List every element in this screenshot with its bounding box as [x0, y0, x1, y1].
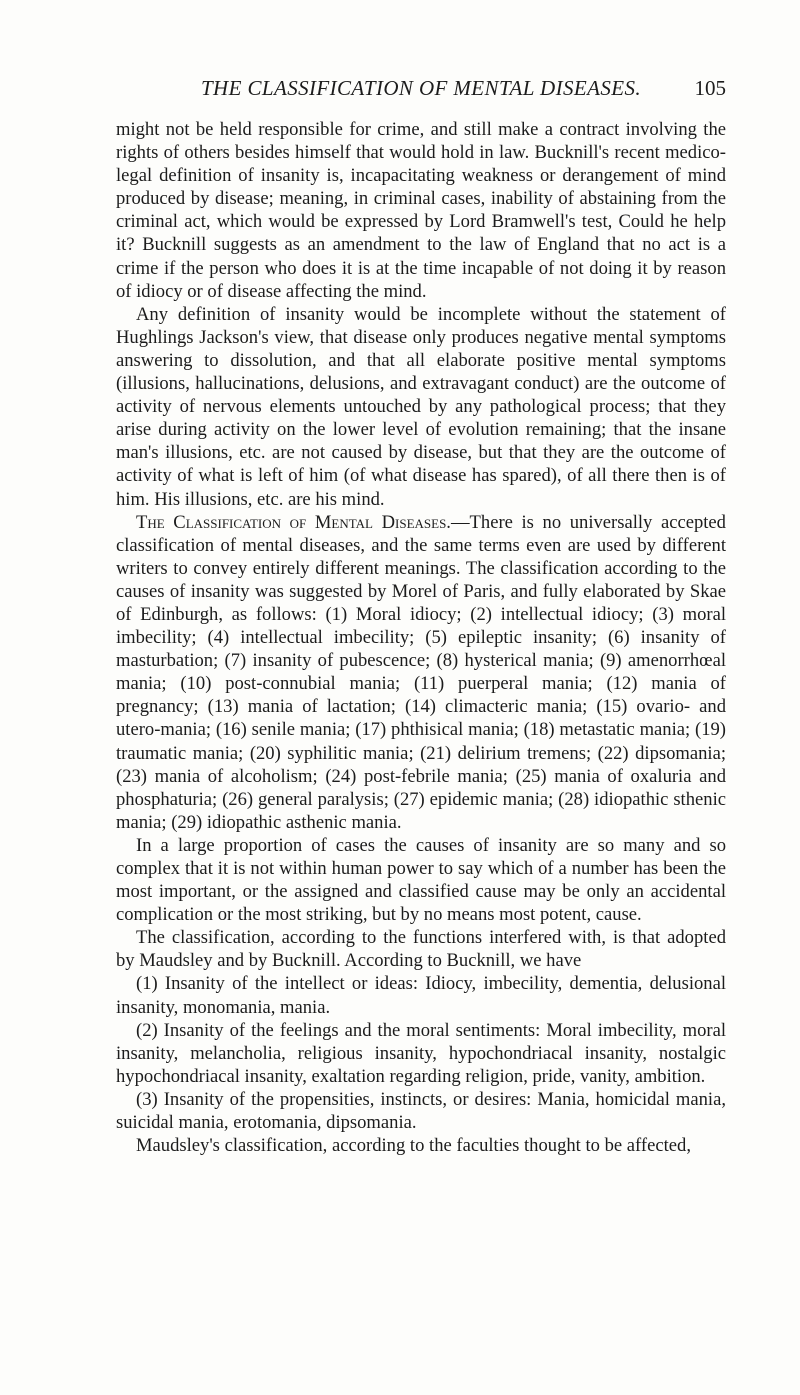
section-heading: The Classification of Mental Diseases. — [136, 511, 451, 533]
body-text — [116, 118, 726, 1157]
list-item: (2) Insanity of the feelings and the moral sentiments: Moral imbecility, moral insanity, melancholia, religious insanity, hypochondriacal insanity, nostalgic hypochondriacal insanity, exaltation regarding religion, pride, vanity, ambition. — [116, 1019, 726, 1087]
list-item: (3) Insanity of the propensities, instincts, or desires: Mania, homicidal mania, suicidal mania, erotomania, dipsomania. — [116, 1088, 726, 1134]
paragraph-functions: The classification, according to the functions interfered with, is that adopted by Maudsley and by Bucknill. According to Bucknill, we have — [116, 927, 726, 972]
paragraph-jackson-view: Any definition of insanity would be incomplete without the statement of Hughlings Jackson's view, that disease only produces negative mental symptoms answering to dissolution, and that all elaborate positive mental symptoms (illusions, hallucinations, delusions, and extravagant conduct) are the outcome of activity of nervous elements untouched by any pathological process; that they arise during activity on the lower level of evolution remaining; that the insane man's illusions, etc. are not caused by disease, but that they are the outcome of activity of what is left of him (of what disease has spared), of all there then is of him. His illusions, etc. are his mind. — [116, 303, 726, 510]
paragraph-classification-text: —There is no universally accepted classification of mental diseases, and the same terms even are used by different writers to convey entirely different meanings. The classification according to the causes of insanity was suggested by Morel of Paris, and fully elaborated by Skae of Edinburgh, as follows: (1) Moral idiocy; (2) intellectual idiocy; (3) moral imbecility; (4) intellectual imbecility; (5) epileptic insanity; (6) insanity of masturbation; (7) insanity of pubescence; (8) hysterical mania; (9) amenorrhœal mania; (10) post-connubial mania; (11) puerperal mania; (12) mania of pregnancy; (13) mania of lactation; (14) climacteric mania; (15) ovario- and utero-mania; (16) senile mania; (17) phthisical mania; (18) metastatic mania; (19) traumatic mania; (20) syphilitic mania; (21) delirium tremens; (22) dipsomania; (23) mania of alcoholism; (24) post-febrile mania; (25) mania of oxaluria and phosphaturia; (26) general paralysis; (27) epidemic mania; (28) idiopathic sthenic mania; (29) idiopathic asthenic mania. — [116, 511, 726, 833]
paragraph-maudsley: Maudsley's classification, according to the faculties thought to be affected, — [136, 1135, 691, 1157]
page-number: 105 — [694, 76, 726, 100]
page-header — [116, 52, 726, 100]
paragraph-causes: In a large proportion of cases the causes of insanity are so many and so complex that it is not within human power to say which of a number has been the most important, or the assigned and classified cause may be only an accidental complication or the most striking, but by no means most potent, cause. — [116, 834, 726, 926]
paragraph-continuation: might not be held responsible for crime, and still make a contract involving the rights of others besides himself that would hold in law. Bucknill's recent medico-legal definition of insanity is, incapacitating weakness or derangement of mind produced by disease; meaning, in criminal cases, inability of abstaining from the criminal act, which would be expressed by Lord Bramwell's test, Could he help it? Bucknill suggests as an amendment to the law of England that no act is a crime if the person who does it is at the time incapable of not doing it by reason of idiocy or of disease affecting the mind. — [116, 119, 726, 302]
list-item: (1) Insanity of the intellect or ideas: Idiocy, imbecility, dementia, delusional insanity, monomania, mania. — [116, 973, 726, 1018]
paragraph-classification — [116, 511, 726, 834]
running-title: THE CLASSIFICATION OF MENTAL DISEASES. — [200, 76, 642, 100]
